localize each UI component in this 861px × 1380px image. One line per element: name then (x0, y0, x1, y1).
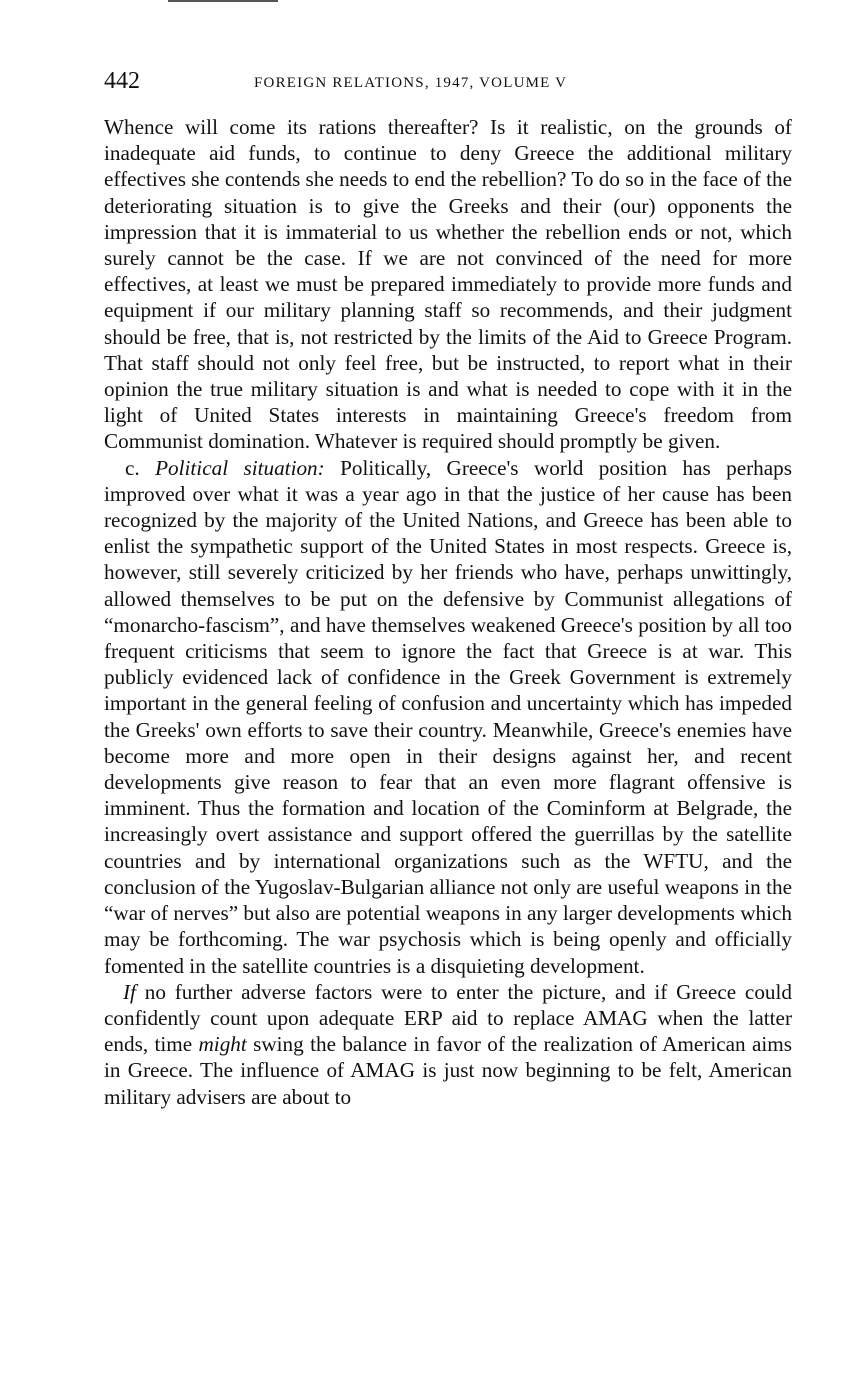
section-letter: c. (125, 455, 156, 480)
paragraph-rations: Whence will come its rations thereafter? Is it realistic, on the grounds of inadequate aid funds, to continue to deny Greece the additional military effectives she contends she needs to end the rebellion? To do so in the face of the deteriorating situation is to give the Greeks and their (our) opponents the impression that it is immaterial to us whether the rebellion ends or not, which surely cannot be the case. If we are not convinced of the need for more effectives, at least we must be prepared immediately to provide more funds and equipment if our military planning staff so recommends, and their judgment should be free, that is, not restricted by the limits of the Aid to Greece Program. That staff should not only feel free, but be instructed, to report what in their opinion the true military situation is and what is needed to cope with it in the light of United States interests in maintaining Greece's freedom from Communist domination. Whatever is required should promptly be given. (104, 115, 792, 454)
running-head: FOREIGN RELATIONS, 1947, VOLUME V (254, 75, 568, 91)
emphasis-if: If (123, 979, 136, 1004)
adverse-factors-text-1: no further adverse factors were to enter the picture, and if Greece could confidently count upon adequate ERP aid to replace AMAG when the latter ends, time (104, 979, 792, 1057)
page-header (104, 66, 792, 98)
adverse-factors-text-2: swing the balance in favor of the realization of American aims in Greece. The influence of AMAG is just now beginning to be felt, American military advisers are about to (104, 1032, 792, 1109)
political-situation-text: Politically, Greece's world position has perhaps improved over what it was a year ago in that the justice of her cause has been recognized by the majority of the United Nations, and Greece has been able to enlist the sympathetic support of the United States in most respects. Greece is, however, still severely criticized by her friends who have, perhaps unwittingly, allowed themselves to be put on the defensive by Communist allegations of “monarcho-fascism”, and have themselves weakened Greece's position by all too frequent criticisms that seem to ignore the fact that Greece is at war. This publicly evidenced lack of confidence in the Greek Government is extremely important in the general feeling of confusion and uncertainty which has impeded the Greeks' own efforts to save their country. Meanwhile, Greece's enemies have become more and more open in their designs against her, and recent developments give reason to fear that an even more flagrant offensive is imminent. Thus the formation and location of the Cominform at Belgrade, the increasingly overt assistance and support offered the guerrillas by the satellite countries and by international organizations such as the WFTU, and the conclusion of the Yugoslav-Bulgarian alliance not only are useful weapons in the “war of nerves” but also are potential weapons in any larger developments which may be forthcoming. The war psychosis which is being openly and officially fomented in the satellite countries is a disquieting development. (104, 455, 792, 978)
top-rule (168, 0, 278, 2)
paragraph-political-situation (104, 455, 792, 979)
page-number: 442 (104, 68, 140, 94)
paragraph-adverse-factors (104, 979, 792, 1110)
section-heading: Political situation: (155, 455, 325, 480)
body-text (104, 114, 792, 1110)
emphasis-might: might (198, 1032, 247, 1057)
